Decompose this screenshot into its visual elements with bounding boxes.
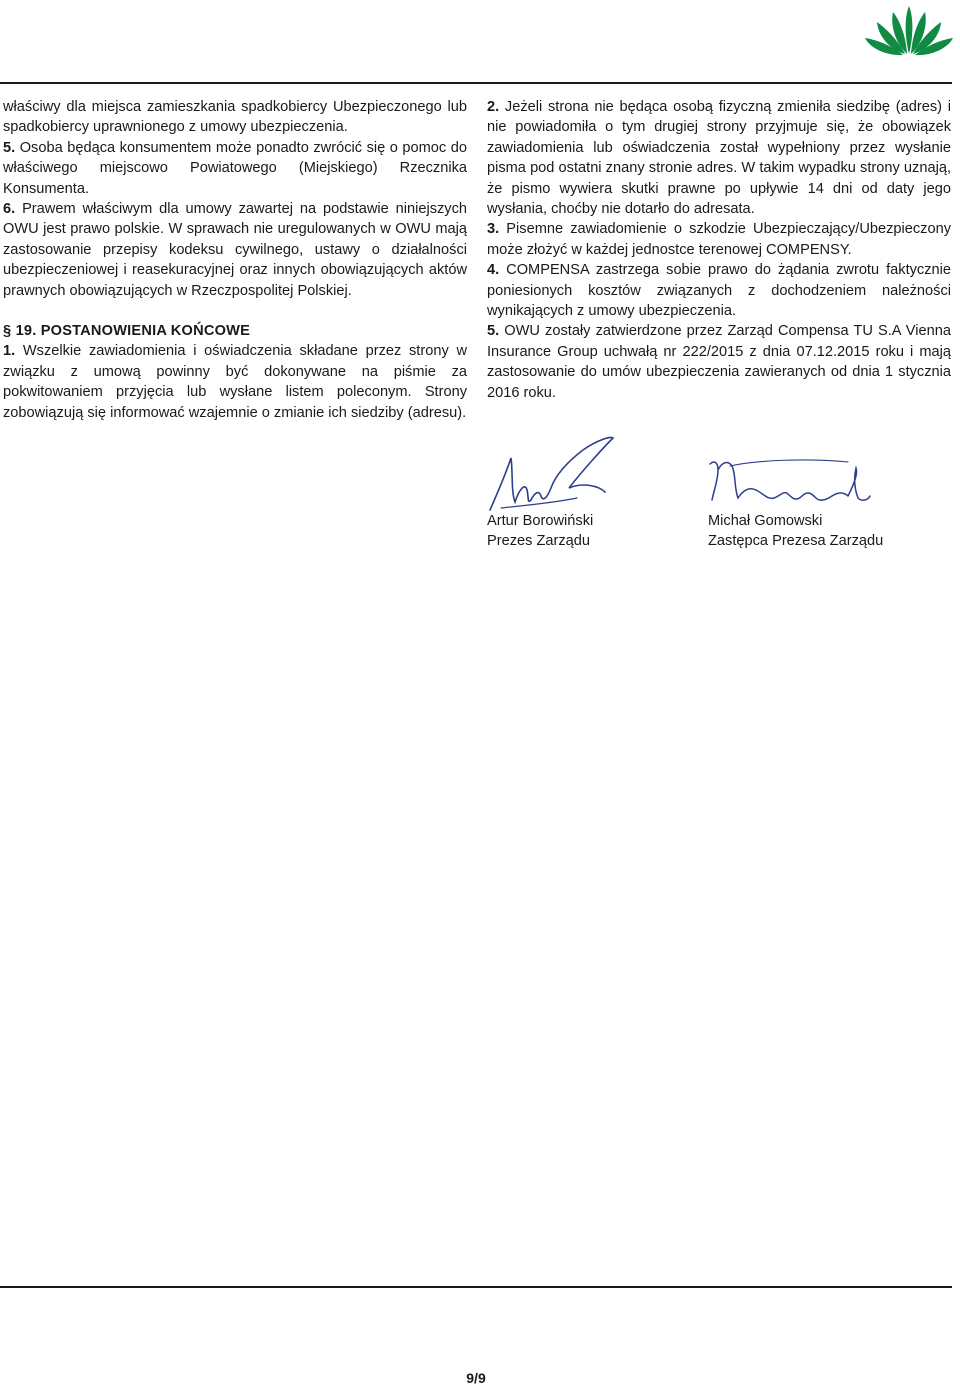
compensa-logo-icon [862,4,956,56]
right-column [487,97,951,403]
paragraph-text: Pisemne zawiadomienie o szkodzie Ubezpieczający/Ubezpieczony może złożyć w każdej jednostce terenowej COMPENSY. [487,221,951,258]
signatory-role: Zastępca Prezesa Zarządu [708,533,884,550]
item-number: 6. [3,201,16,218]
item-number: 5. [3,139,16,156]
paragraph [3,97,467,301]
paragraph-text: Jeżeli strona nie będąca osobą fizyczną zmieniła siedzibę (adres) i nie powiadomiła o tym drugiej strony przyjmuje się, że obowiązek zawiadomienia lub oświadczenia został wypełniony przez wysłanie pisma pod ostatni znany stronie adres. W takim wypadku strony uznają, że pismo wywiera skutki prawne po upływie 14 dni od daty jego wysłania, choćby nie dotarło do adresata. [487,99,951,218]
signatory-names [487,511,593,552]
paragraph [3,341,467,423]
handwritten-signature [708,456,873,508]
paragraph-text: właściwy dla miejsca zamieszkania spadkobiercy Ubezpieczonego lub spadkobiercy uprawnionego z umowy ubezpieczenia. [3,99,467,136]
paragraph-text: Prawem właściwym dla umowy zawartej na podstawie niniejszych OWU jest prawo polskie. W sprawach nie uregulowanych w OWU mają zastosowanie przepisy kodeksu cywilnego, ustawy o działalności ubezpieczeniowej i reasekuracyjnej oraz innych obowiązujących aktów prawnych obowiązujących w Rzeczpospolitej Polskiej. [3,201,467,299]
item-number: 4. [487,262,500,279]
logo-petal-center [906,6,913,54]
paragraph-text: Osoba będąca konsumentem może ponadto zwrócić się o pomoc do właściwego miejscowo Powiatowego (Miejskiego) Rzecznika Konsumenta. [3,139,467,197]
signatory-names [708,511,883,552]
left-column [3,97,467,423]
footer-rule [0,1286,952,1288]
signature-block-president [487,432,622,550]
paragraph [487,97,951,403]
item-number: 5. [487,323,500,340]
item-number: 1. [3,343,16,360]
item-number: 2. [487,99,500,115]
paragraph-text: Wszelkie zawiadomienia i oświadczenia składane przez strony w związku z umową powinny być dokonywane na piśmie za pokwitowaniem przyjęcia lub wysłane listem poleconym. Strony zobowiązują się informować wzajemnie o zmianie ich siedziby (adresu). [3,343,467,421]
paragraph-text: COMPENSA zastrzega sobie prawo do żądania zwrotu faktycznie poniesionych kosztów związanych z dochodzeniem należności wynikających z umowy ubezpieczenia. [487,262,951,320]
header-rule [0,82,952,84]
page-number: 9/9 [466,1370,486,1386]
section-heading: § 19. POSTANOWIENIA KOŃCOWE [3,323,251,340]
handwritten-signature [487,432,622,514]
signatory-name: Artur Borowiński [487,513,594,529]
signature-block-vice-president [708,456,884,550]
item-number: 3. [487,221,500,238]
company-logo [862,4,956,56]
paragraph-text: OWU zostały zatwierdzone przez Zarząd Compensa TU S.A Vienna Insurance Group uchwałą nr 222/2015 z dnia 07.12.2015 roku i mają zastosowanie do umów ubezpieczenia zawieranych od dnia 1 stycznia 2016 roku. [487,323,951,401]
signatory-name: Michał Gomowski [708,513,823,529]
signatory-role: Prezes Zarządu [487,533,591,550]
